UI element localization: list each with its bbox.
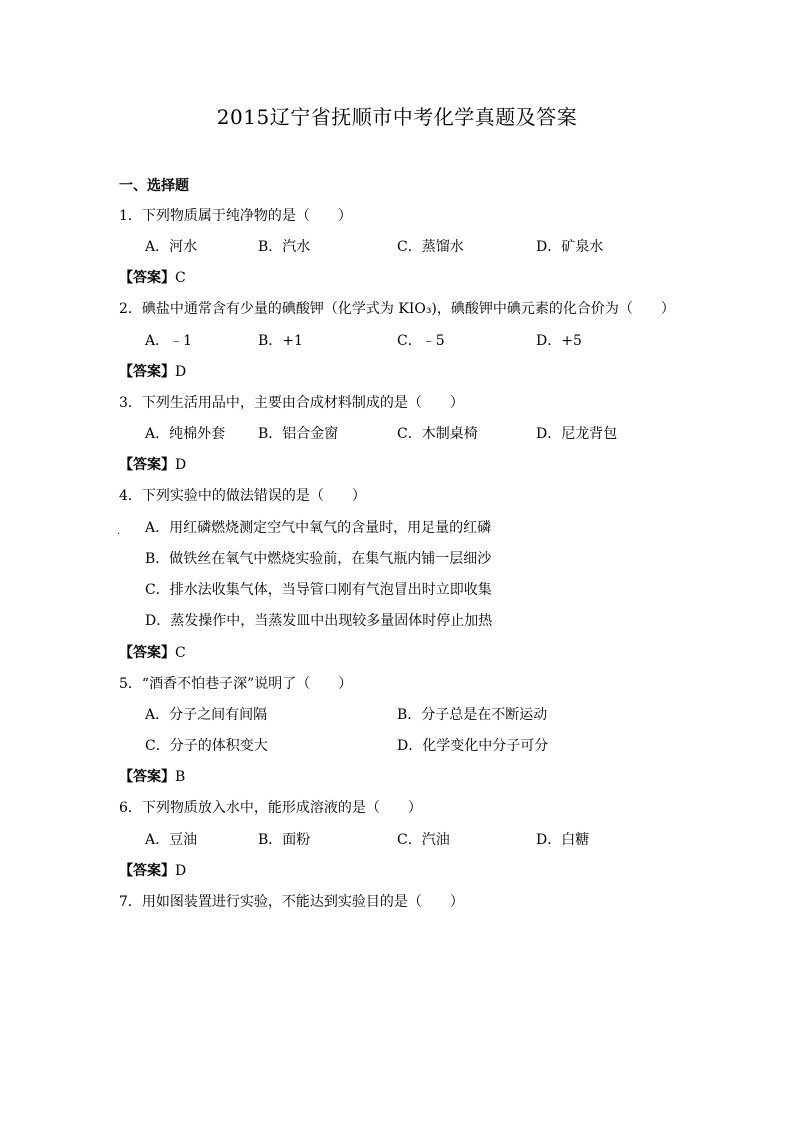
- question-4-answer: [119, 643, 186, 663]
- question-3-option-a: A．纯棉外套: [145, 426, 226, 442]
- question-5-stem: 5．“酒香不怕巷子深”说明了（ ）: [119, 676, 353, 692]
- question-7-stem: 7．用如图装置进行实验，不能达到实验目的是（ ）: [119, 894, 464, 910]
- question-2-option-c: C．﹣5: [397, 333, 445, 349]
- question-5-option-d: D．化学变化中分子可分: [397, 738, 549, 754]
- answer-value: C: [175, 645, 186, 661]
- answer-value: D: [175, 364, 187, 380]
- question-1-stem: 1．下列物质属于纯净物的是（ ）: [119, 208, 352, 224]
- question-3-option-c: C．木制桌椅: [397, 426, 478, 442]
- question-6-answer: [119, 861, 186, 881]
- question-1-answer: [119, 268, 186, 288]
- question-5-option-a: A．分子之间有间隔: [145, 707, 268, 723]
- answer-value: D: [175, 457, 187, 473]
- answer-tag: 【答案】: [119, 457, 175, 473]
- answer-tag: 【答案】: [119, 645, 175, 661]
- question-6-option-d: D．白糖: [536, 832, 590, 848]
- question-2-answer: [119, 362, 186, 382]
- question-2-option-a: A．﹣1: [145, 333, 193, 349]
- question-1-option-c: C．蒸馏水: [397, 239, 464, 255]
- question-5-answer: [119, 767, 185, 787]
- question-6-option-a: A．豆油: [145, 832, 198, 848]
- answer-value: B: [175, 769, 186, 785]
- page-title: 2015辽宁省抚顺市中考化学真题及答案: [216, 105, 578, 129]
- answer-value: D: [175, 863, 187, 879]
- question-6-option-c: C．汽油: [397, 832, 450, 848]
- question-4-option-a: A．用红磷燃烧测定空气中氧气的含量时，用足量的红磷: [145, 520, 492, 536]
- question-4-option-d: D．蒸发操作中，当蒸发皿中出现较多量固体时停止加热: [145, 613, 493, 629]
- answer-tag: 【答案】: [119, 863, 175, 879]
- question-3-option-d: D．尼龙背包: [536, 426, 618, 442]
- answer-tag: 【答案】: [119, 364, 175, 380]
- question-1-option-d: D．矿泉水: [536, 239, 604, 255]
- question-1-option-b: B．汽水: [258, 239, 311, 255]
- question-2-option-d: D．+5: [536, 333, 582, 349]
- question-3-option-b: B．铝合金窗: [258, 426, 339, 442]
- question-4-option-c: C．排水法收集气体，当导管口刚有气泡冒出时立即收集: [145, 582, 492, 598]
- question-1-option-a: A．河水: [145, 239, 198, 255]
- question-6-stem: 6．下列物质放入水中，能形成溶液的是（ ）: [119, 800, 422, 816]
- answer-tag: 【答案】: [119, 769, 175, 785]
- question-3-answer: [119, 455, 186, 475]
- stray-mark: .: [117, 526, 121, 537]
- question-4-stem: 4．下列实验中的做法错误的是（ ）: [119, 488, 366, 504]
- question-5-option-c: C．分子的体积变大: [145, 738, 268, 754]
- answer-value: C: [175, 270, 186, 286]
- question-2-option-b: B．+1: [258, 333, 303, 349]
- question-2-stem: 2．碘盐中通常含有少量的碘酸钾（化学式为 KIO₃)，碘酸钾中碘元素的化合价为（ ）: [119, 301, 675, 317]
- question-3-stem: 3．下列生活用品中，主要由合成材料制成的是（ ）: [119, 395, 464, 411]
- answer-tag: 【答案】: [119, 270, 175, 286]
- question-4-option-b: B．做铁丝在氧气中燃烧实验前，在集气瓶内铺一层细沙: [145, 551, 492, 567]
- section-title: 一、选择题: [119, 178, 189, 194]
- question-6-option-b: B．面粉: [258, 832, 311, 848]
- question-5-option-b: B．分子总是在不断运动: [397, 707, 548, 723]
